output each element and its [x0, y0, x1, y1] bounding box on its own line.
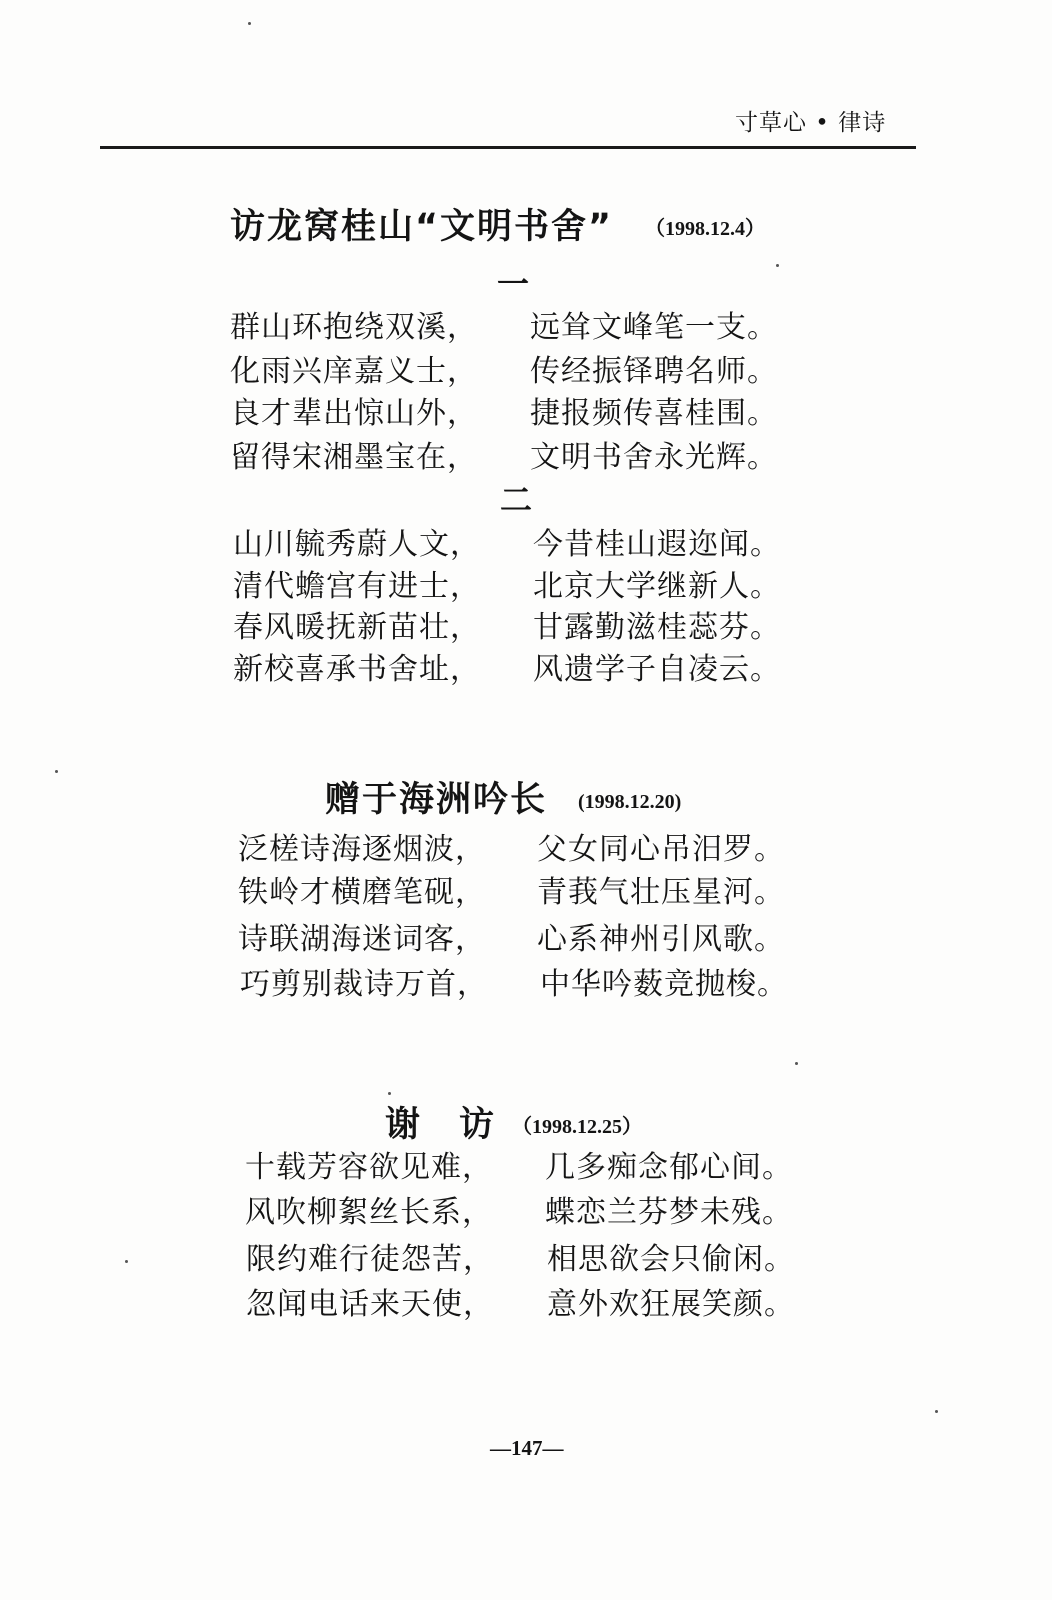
poem-date: （1998.12.25） [512, 1116, 642, 1138]
poem-line-left: 新校喜承书舍址， [233, 652, 481, 687]
poem-line-left: 十载芳容欲见难， [245, 1150, 493, 1185]
poem-line-left: 诗联湖海迷词客， [238, 922, 486, 957]
poem-line-left: 铁岭才横磨笔砚， [238, 875, 486, 910]
scan-speck [935, 1410, 938, 1413]
poem-line-right: 父女同心吊汨罗。 [537, 832, 785, 867]
page-number: —147— [490, 1436, 564, 1460]
poem-line-right: 传经振铎聘名师。 [530, 354, 778, 389]
scan-speck [776, 264, 779, 267]
poem-line-right: 蝶恋兰芬梦未残。 [545, 1195, 793, 1230]
poem-line-right: 青莪气壮压星河。 [537, 875, 785, 910]
poem-date: (1998.12.20) [578, 791, 682, 813]
poem-line-left: 限约难行徒怨苦， [246, 1242, 494, 1277]
poem-line-right: 中华吟薮竞抛梭。 [540, 967, 788, 1002]
poem-line-left: 巧剪别裁诗万首， [240, 967, 488, 1002]
section-numeral: 一 [497, 265, 530, 303]
scan-speck [55, 770, 58, 773]
poem-line-left: 风吹柳絮丝长系， [245, 1195, 493, 1230]
poem-line-left: 山川毓秀蔚人文， [233, 527, 481, 562]
poem-line-right: 今昔桂山遐迩闻。 [533, 527, 781, 562]
poem-line-left: 化雨兴庠嘉义士， [230, 354, 478, 389]
poem-line-left: 忽闻电话来天使， [246, 1287, 494, 1322]
poem-line-right: 捷报频传喜桂围。 [530, 396, 778, 431]
poem-line-left: 泛槎诗海逐烟波， [238, 832, 486, 867]
running-header-title: 寸草心 • 律诗 [735, 110, 887, 136]
poem-title: 谢 访 [385, 1105, 497, 1145]
scan-speck [795, 1062, 798, 1065]
poem-line-right: 风遗学子自凌云。 [533, 652, 781, 687]
poem-date: （1998.12.4） [645, 218, 765, 240]
scan-speck [388, 1092, 391, 1095]
poem-title: 赠于海洲吟长 [325, 780, 548, 820]
poem-line-right: 几多痴念郁心间。 [545, 1150, 793, 1185]
header-rule [100, 146, 916, 149]
poem-line-right: 意外欢狂展笑颜。 [547, 1287, 795, 1322]
poem-line-right: 相思欲会只偷闲。 [547, 1242, 795, 1277]
poem-title: 访龙窝桂山“文明书舍” [230, 207, 614, 247]
poem-line-left: 留得宋湘墨宝在， [230, 440, 478, 475]
poem-line-right: 甘露勤滋桂蕊芬。 [533, 610, 781, 645]
poem-line-right: 远耸文峰笔一支。 [530, 310, 778, 345]
poem-line-left: 春风暖抚新苗壮， [233, 610, 481, 645]
scan-speck [248, 22, 251, 25]
poem-line-right: 北京大学继新人。 [533, 569, 781, 604]
poem-line-right: 文明书舍永光辉。 [530, 440, 778, 475]
scan-speck [125, 1260, 128, 1263]
poem-line-left: 群山环抱绕双溪， [230, 310, 478, 345]
poem-line-right: 心系神州引风歌。 [537, 922, 785, 957]
poem-line-left: 清代蟾宫有进士， [233, 569, 481, 604]
poem-line-left: 良才辈出惊山外， [230, 396, 478, 431]
section-numeral: 二 [500, 481, 533, 519]
